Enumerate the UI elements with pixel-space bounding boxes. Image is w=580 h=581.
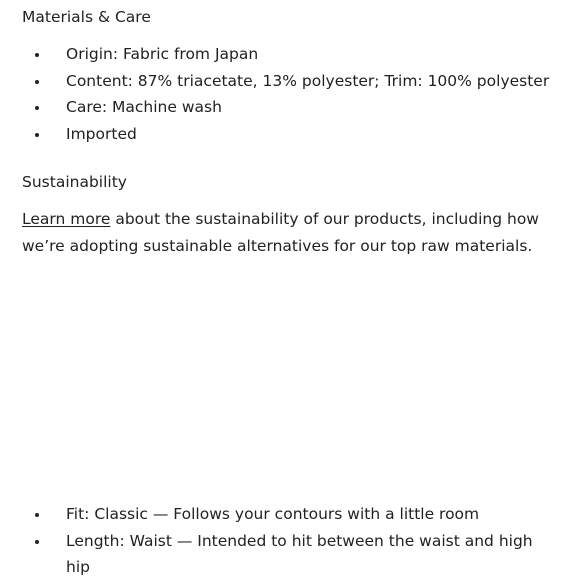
- bullet-icon: [35, 53, 39, 57]
- list-item-text: Fit: Classic — Follows your contours with a little room: [66, 505, 480, 523]
- sustainability-heading: Sustainability: [22, 173, 127, 191]
- bullet-icon: [35, 106, 39, 110]
- materials-care-list: [0, 41, 580, 147]
- list-item: [0, 121, 580, 148]
- list-item-text: Imported: [66, 124, 137, 143]
- bullet-icon: [35, 80, 39, 84]
- learn-more-link[interactable]: Learn more: [22, 210, 111, 228]
- list-item: [0, 41, 580, 68]
- bullet-icon: [35, 513, 39, 517]
- list-item: [0, 68, 580, 95]
- list-item-text: Content: 87% triacetate, 13% polyester; Trim: 100% polyester: [66, 71, 550, 90]
- list-item-text: Origin: Fabric from Japan: [66, 45, 259, 63]
- bullet-icon: [35, 540, 39, 544]
- list-item-text: Care: Machine wash: [66, 98, 222, 116]
- materials-care-heading: Materials & Care: [22, 8, 151, 26]
- list-item: [0, 94, 580, 121]
- sustainability-paragraph: [22, 206, 562, 260]
- list-item: [0, 501, 580, 528]
- sustainability-body-text: about the sustainability of our products, including how we’re adopting sustainable alternatives for our top raw materials.: [22, 210, 539, 255]
- bullet-icon: [35, 133, 39, 137]
- list-item-text: Length: Waist — Intended to hit between the waist and high hip: [66, 531, 533, 576]
- list-item: [0, 528, 580, 581]
- fit-list: [0, 501, 580, 581]
